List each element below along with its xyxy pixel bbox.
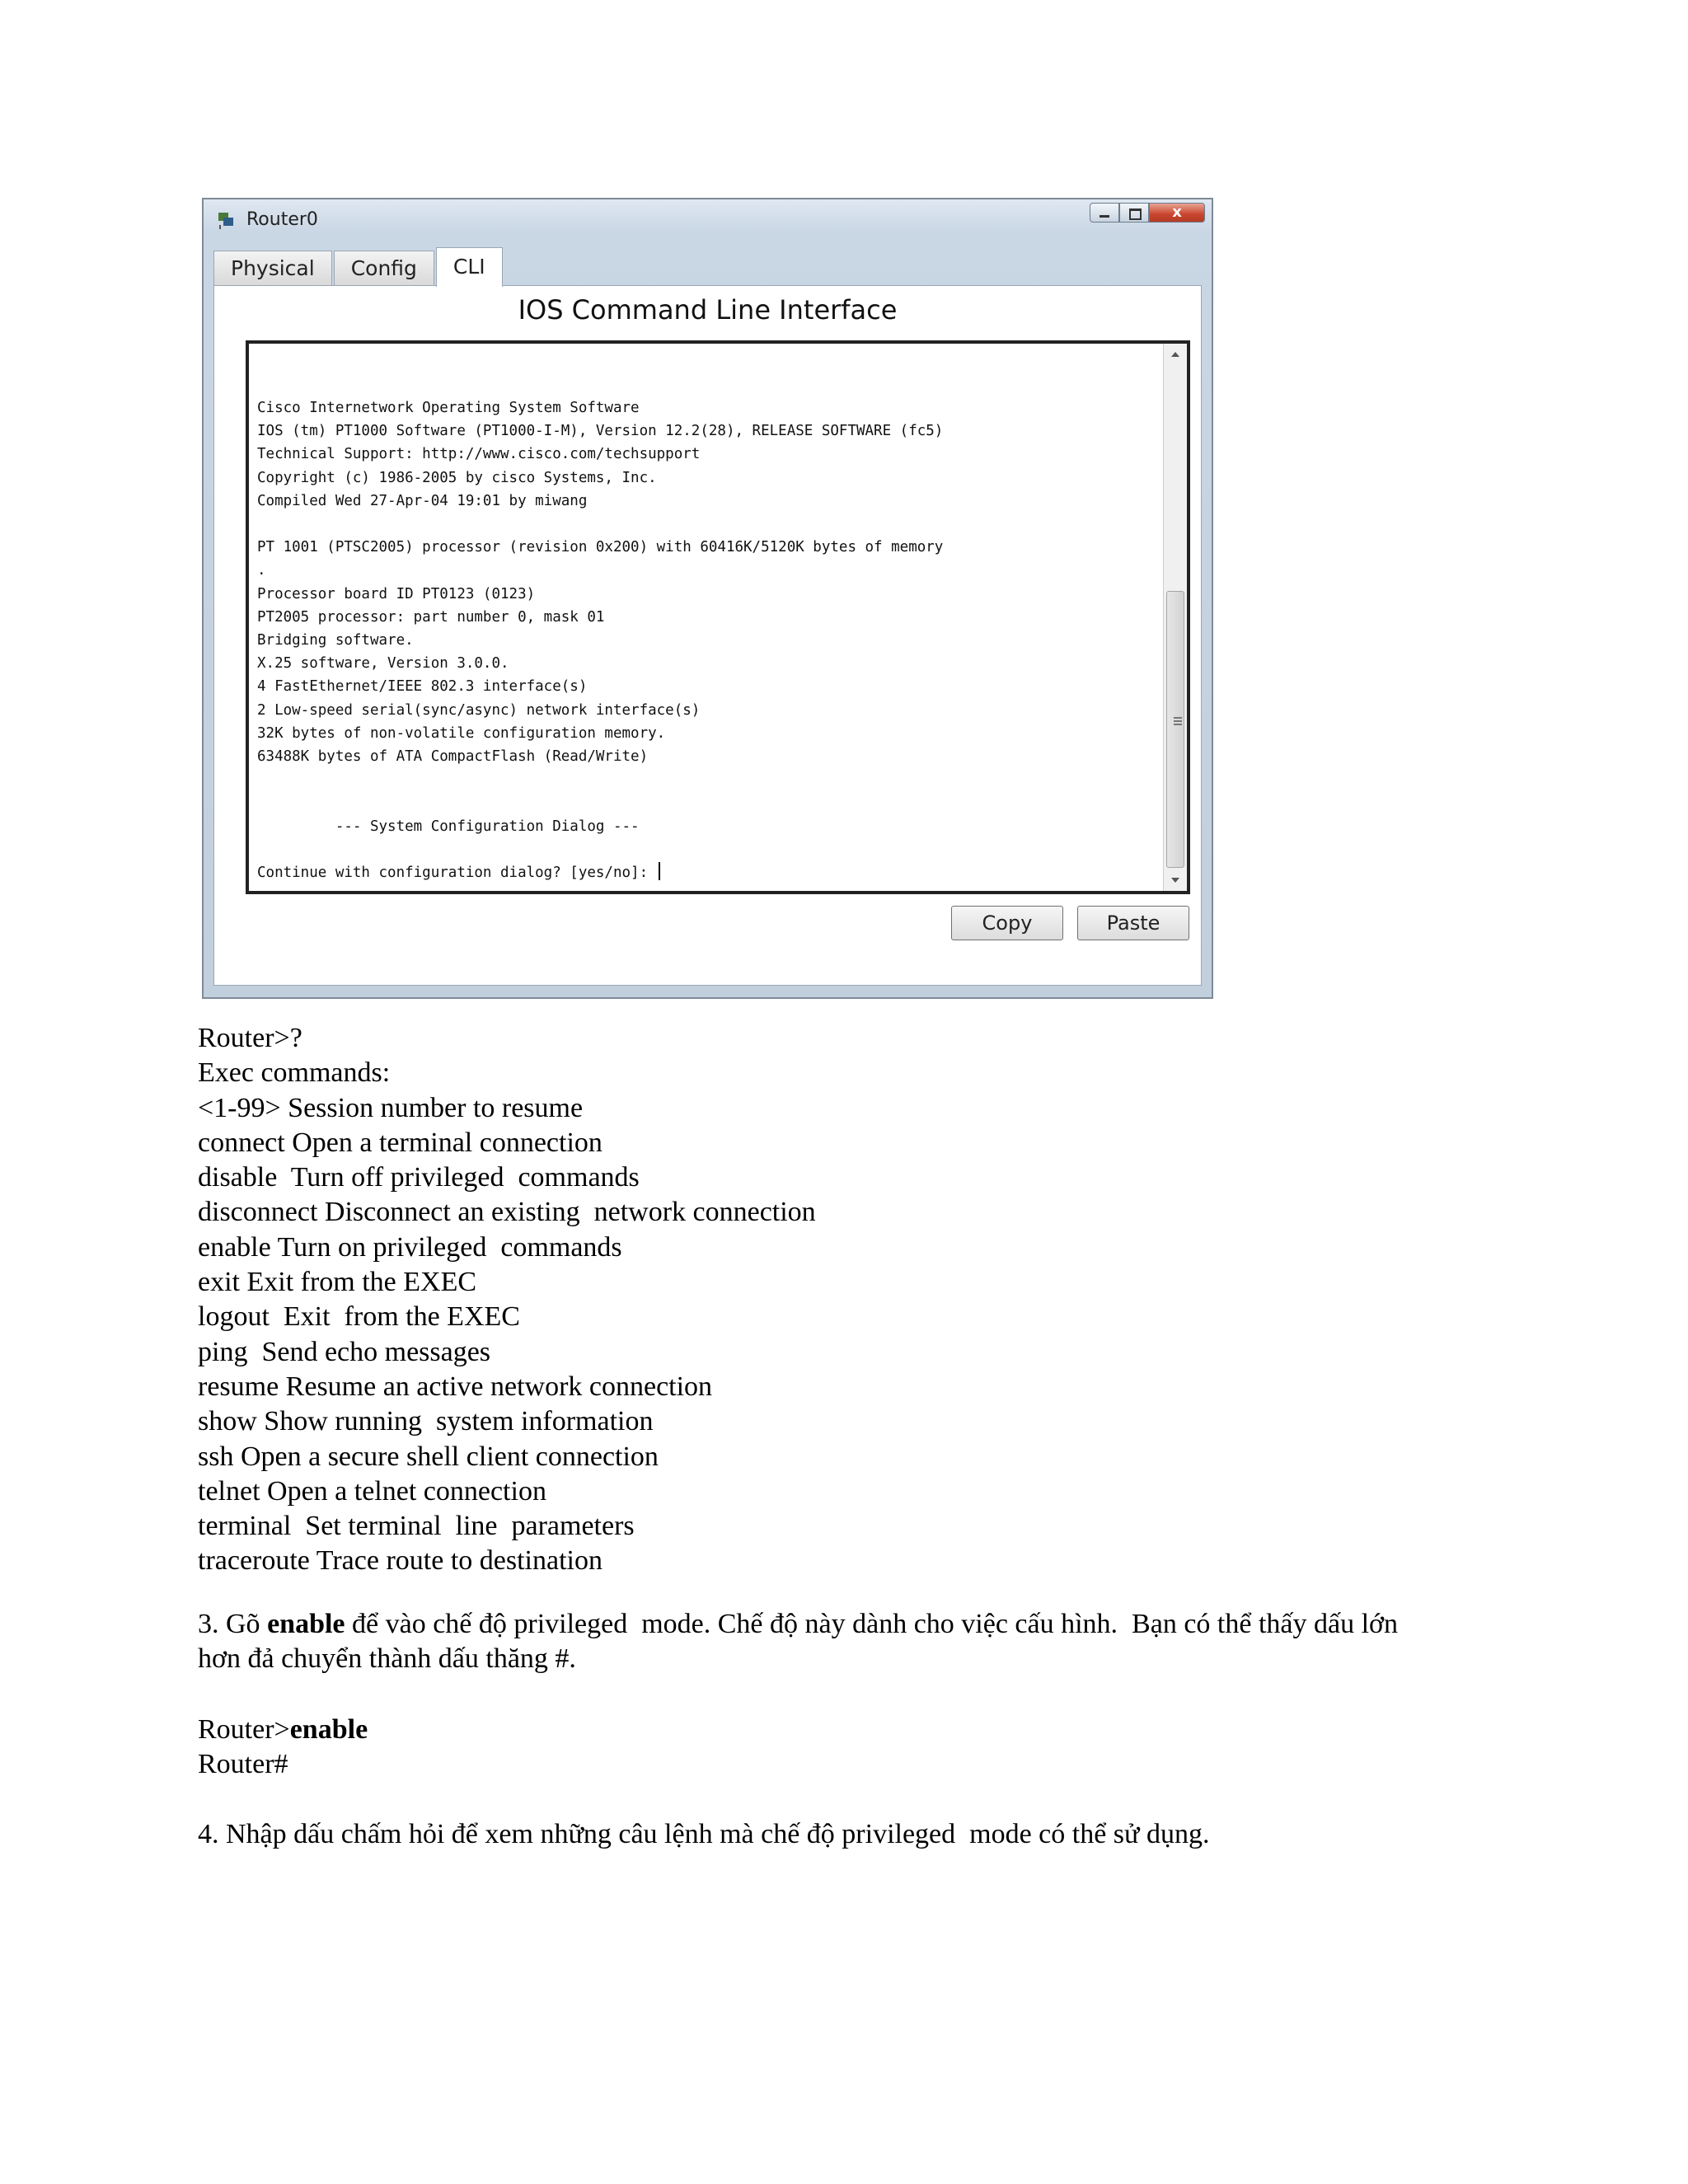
command-line: enable Turn on privileged commands [198, 1231, 622, 1263]
step-3-keyword: enable [267, 1609, 345, 1639]
step-4-text: 4. Nhập dấu chấm hỏi để xem những câu lệnh mà chế độ privileged mode có thể sử dụng. [198, 1819, 1210, 1849]
tab-cli[interactable]: CLI [436, 247, 503, 287]
grip-icon [1174, 717, 1182, 719]
exec-commands-list [198, 1021, 1484, 1579]
console-line: PT 1001 (PTSC2005) processor (revision 0x200) with 60416K/5120K bytes of memory [257, 539, 944, 556]
copy-button[interactable]: Copy [951, 906, 1063, 940]
command-line: disable Turn off privileged commands [198, 1162, 640, 1193]
command-line: terminal Set terminal line parameters [198, 1511, 635, 1542]
paste-button[interactable]: Paste [1077, 906, 1189, 940]
console-line: . [257, 562, 266, 579]
tab-bar [213, 247, 504, 287]
command-line: ping Send echo messages [198, 1336, 491, 1367]
router-app-icon [217, 211, 237, 229]
console-line: Compiled Wed 27-Apr-04 19:01 by miwang [257, 492, 588, 509]
command-line: Router>? [198, 1023, 302, 1053]
scroll-up-arrow-icon[interactable] [1171, 352, 1179, 357]
panel-title: IOS Command Line Interface [518, 294, 898, 326]
command-line: exit Exit from the EXEC [198, 1267, 477, 1298]
router-window [202, 198, 1213, 999]
step-3-paragraph [198, 1607, 1484, 1677]
console-line: Copyright (c) 1986-2005 by cisco Systems, Inc. [257, 469, 657, 486]
minimize-button[interactable] [1090, 203, 1119, 223]
command-line: ssh Open a secure shell client connection [198, 1441, 659, 1472]
console-line: 2 Low-speed serial(sync/async) network interface(s) [257, 701, 701, 719]
cli-console[interactable] [246, 340, 1190, 894]
step-3-text: để vào chế độ privileged mode. Chế độ này dành cho việc cấu hình. Bạn có thể thấy dấu lớn [345, 1609, 1399, 1639]
command-line: connect Open a terminal connection [198, 1127, 603, 1158]
enable-command: enable [289, 1714, 368, 1745]
step-3-text-line2: hơn đả chuyển thành dấu thăng #. [198, 1643, 576, 1675]
step-4-paragraph [198, 1817, 1484, 1852]
console-line: Technical Support: http://www.cisco.com/techsupport [257, 446, 701, 463]
window-controls [1090, 203, 1205, 224]
tab-config[interactable]: Config [334, 251, 434, 287]
window-titlebar [204, 199, 1212, 242]
console-scrollbar[interactable] [1163, 344, 1187, 891]
text-cursor [659, 862, 660, 880]
command-line: resume Resume an active network connection [198, 1371, 713, 1402]
scroll-thumb[interactable] [1166, 591, 1184, 868]
command-line: Exec commands: [198, 1057, 391, 1089]
console-line: IOS (tm) PT1000 Software (PT1000-I-M), Version 12.2(28), RELEASE SOFTWARE (fc5) [257, 423, 944, 440]
cli-panel [213, 285, 1202, 986]
command-line: show Show running system information [198, 1406, 654, 1437]
close-button[interactable]: x [1149, 203, 1205, 223]
console-line: Processor board ID PT0123 (0123) [257, 585, 536, 602]
command-line: disconnect Disconnect an existing network connection [198, 1197, 816, 1228]
command-line: telnet Open a telnet connection [198, 1475, 546, 1507]
console-line: Bridging software. [257, 632, 414, 649]
console-line: Continue with configuration dialog? [yes/no]: [257, 865, 657, 882]
console-line: 4 FastEthernet/IEEE 802.3 interface(s) [257, 678, 588, 696]
enable-example [198, 1713, 1484, 1783]
privileged-prompt: Router# [198, 1749, 288, 1780]
console-output [257, 396, 1154, 884]
console-line: 32K bytes of non-volatile configuration memory. [257, 724, 666, 742]
command-line: traceroute Trace route to destination [198, 1545, 603, 1577]
enable-prompt: Router> [198, 1714, 290, 1745]
console-line: --- System Configuration Dialog --- [257, 818, 640, 835]
scroll-down-arrow-icon[interactable] [1171, 878, 1179, 883]
command-line: logout Exit from the EXEC [198, 1301, 520, 1333]
step-3-prefix: 3. Gõ [198, 1609, 268, 1639]
command-line: <1-99> Session number to resume [198, 1092, 584, 1123]
tab-physical[interactable]: Physical [213, 251, 332, 287]
window-title: Router0 [246, 209, 318, 230]
console-line: PT2005 processor: part number 0, mask 01 [257, 608, 605, 626]
console-line: 63488K bytes of ATA CompactFlash (Read/Write) [257, 748, 649, 766]
console-line: X.25 software, Version 3.0.0. [257, 655, 509, 673]
console-line: Cisco Internetwork Operating System Software [257, 400, 640, 416]
maximize-button[interactable] [1119, 203, 1149, 223]
